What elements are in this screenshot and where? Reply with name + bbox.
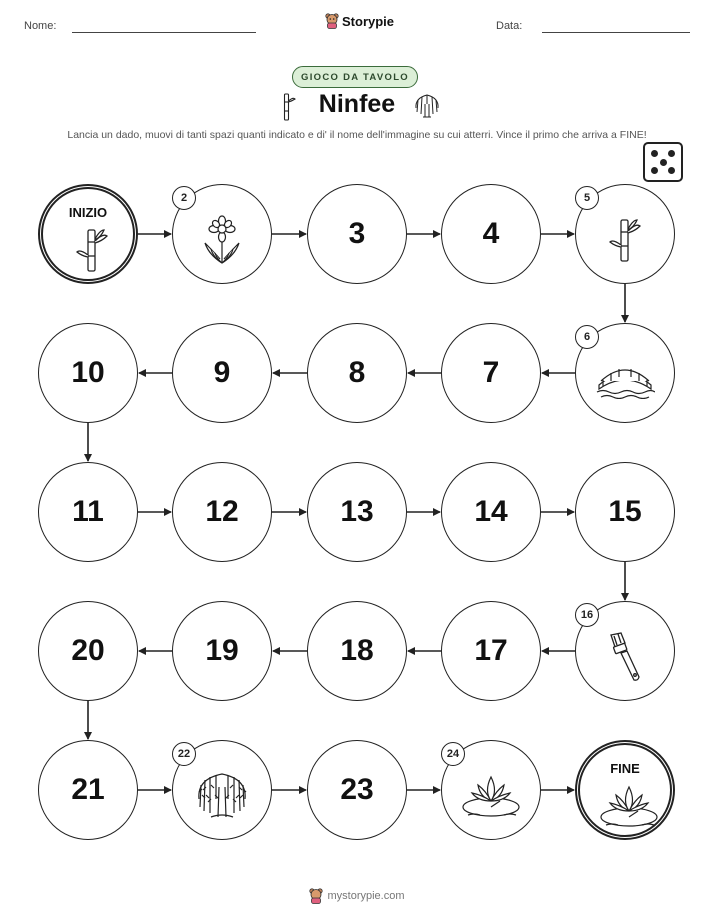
board-space — [575, 184, 675, 284]
space-number-badge: 22 — [172, 742, 196, 766]
board-space — [307, 601, 407, 701]
space-number: 18 — [340, 634, 374, 667]
daffodil-icon — [199, 215, 245, 270]
willow-tree-icon — [193, 769, 251, 828]
space-number-badge: 24 — [441, 742, 465, 766]
board-space — [575, 323, 675, 423]
board-space — [441, 740, 541, 840]
board-space — [307, 184, 407, 284]
space-number-badge: 16 — [575, 603, 599, 627]
board-space — [307, 740, 407, 840]
space-number-badge: 2 — [172, 186, 196, 210]
space-number: 4 — [482, 217, 500, 250]
space-number: 9 — [213, 356, 231, 389]
board-space — [307, 462, 407, 562]
space-number: 19 — [205, 634, 239, 667]
board-space — [172, 462, 272, 562]
space-number-badge: 5 — [575, 186, 599, 210]
water-lily-icon — [460, 773, 522, 824]
space-number: 8 — [348, 356, 366, 389]
board-space — [38, 462, 138, 562]
finish-space — [575, 740, 675, 840]
board-space — [441, 323, 541, 423]
brand-name: Storypie — [342, 13, 395, 29]
game-type-badge: GIOCO DA TAVOLO — [292, 66, 418, 88]
footer — [0, 888, 714, 904]
board-space — [172, 323, 272, 423]
bear-mascot-icon — [309, 888, 323, 904]
space-number: 21 — [71, 773, 105, 806]
board-space — [172, 740, 272, 840]
board-space — [441, 601, 541, 701]
space-number: 15 — [608, 495, 642, 528]
board-space — [441, 462, 541, 562]
board-space — [441, 184, 541, 284]
board-space — [38, 601, 138, 701]
bamboo-icon — [608, 217, 642, 268]
board-space — [172, 184, 272, 284]
footer-site: mystorypie.com — [327, 890, 405, 902]
paintbrush-icon — [605, 631, 645, 688]
board-space — [575, 462, 675, 562]
board-space — [38, 323, 138, 423]
board-space — [575, 601, 675, 701]
space-number: 3 — [348, 217, 366, 250]
bamboo-icon — [75, 227, 109, 278]
water-lily-icon — [598, 783, 660, 834]
space-number: 7 — [482, 356, 500, 389]
board-space — [38, 740, 138, 840]
start-space — [38, 184, 138, 284]
space-label: INIZIO — [68, 205, 108, 220]
date-label: Data: — [496, 20, 523, 32]
board-space — [172, 601, 272, 701]
space-number: 14 — [474, 495, 508, 528]
space-number: 11 — [72, 495, 104, 528]
space-number: 13 — [340, 495, 374, 528]
space-number: 23 — [340, 773, 374, 806]
instructions: Lancia un dado, muovi di tanti spazi quanti indicato e di' il nome dell'immagine su cui atterri. Vince il primo che arriva a FINE! — [67, 129, 647, 141]
space-number: 10 — [71, 356, 105, 389]
space-label: FINE — [610, 761, 640, 776]
space-number: 17 — [474, 634, 508, 667]
space-number: 20 — [71, 634, 105, 667]
bridge-icon — [595, 359, 655, 404]
space-number-badge: 6 — [575, 325, 599, 349]
space-number: 12 — [205, 495, 239, 528]
page-title: Ninfee — [318, 90, 396, 118]
name-label: Nome: — [24, 20, 57, 32]
board-space — [307, 323, 407, 423]
